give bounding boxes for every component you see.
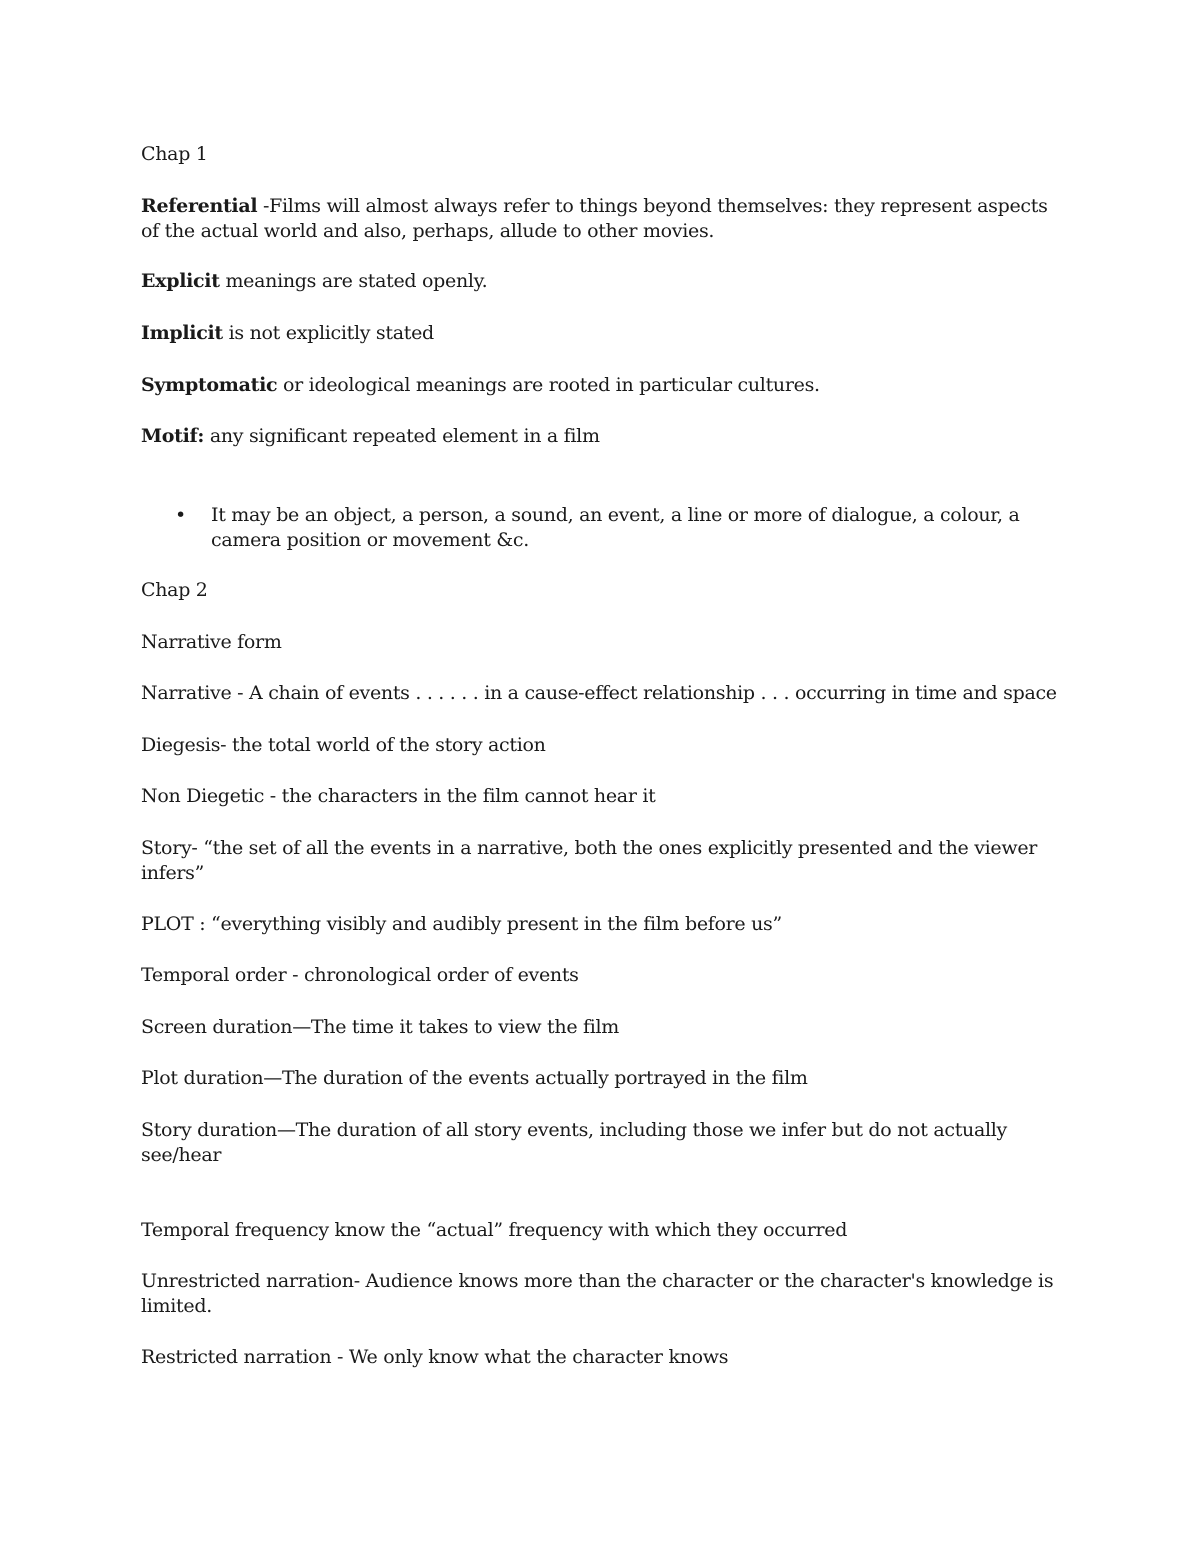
narrative-definition: Narrative - A chain of events . . . . . . in a cause-effect relationship . . . occurring in time and space bbox=[141, 682, 1057, 704]
symptomatic-text: or ideological meanings are rooted in particular cultures. bbox=[277, 374, 820, 396]
chap1-heading: Chap 1 bbox=[141, 143, 208, 165]
temporal-order-definition: Temporal order - chronological order of events bbox=[141, 964, 579, 986]
implicit-text: is not explicitly stated bbox=[222, 322, 434, 344]
explicit-text: meanings are stated openly. bbox=[219, 270, 488, 292]
restricted-narration-definition: Restricted narration - We only know what the character knows bbox=[141, 1346, 729, 1368]
symptomatic-definition bbox=[141, 373, 1071, 398]
implicit-definition bbox=[141, 321, 1071, 346]
symptomatic-term: Symptomatic bbox=[141, 374, 278, 396]
plot-duration-definition: Plot duration—The duration of the events actually portrayed in the film bbox=[141, 1067, 808, 1089]
motif-bullet-item bbox=[175, 503, 1051, 552]
chap2-heading: Chap 2 bbox=[141, 579, 208, 601]
implicit-term: Implicit bbox=[141, 322, 223, 344]
plot-definition: PLOT : “everything visibly and audibly present in the film before us” bbox=[141, 913, 782, 935]
motif-term: Motif: bbox=[141, 425, 205, 447]
referential-text: -Films will almost always refer to things beyond themselves: they represent aspects of the actual world and also, perhaps, allude to other movies. bbox=[141, 195, 1048, 242]
story-duration-definition: Story duration—The duration of all story events, including those we infer but do not actually see/hear bbox=[141, 1119, 1007, 1166]
narrative-form-heading: Narrative form bbox=[141, 631, 282, 653]
temporal-frequency-definition: Temporal frequency know the “actual” frequency with which they occurred bbox=[141, 1219, 848, 1241]
story-definition: Story- “the set of all the events in a narrative, both the ones explicitly presented and the viewer infers” bbox=[141, 837, 1038, 884]
referential-definition bbox=[141, 194, 1071, 243]
motif-definition bbox=[141, 424, 1071, 449]
bullet-dot-icon: • bbox=[175, 504, 186, 526]
explicit-definition bbox=[141, 269, 1071, 294]
non-diegetic-definition: Non Diegetic - the characters in the film cannot hear it bbox=[141, 785, 656, 807]
referential-term: Referential bbox=[141, 195, 258, 217]
diegesis-definition: Diegesis- the total world of the story action bbox=[141, 734, 546, 756]
motif-bullet-text: It may be an object, a person, a sound, an event, a line or more of dialogue, a colour, a camera position or movement &c. bbox=[211, 504, 1020, 551]
motif-text: any significant repeated element in a film bbox=[204, 425, 600, 447]
unrestricted-narration-definition: Unrestricted narration- Audience knows more than the character or the character's knowledge is limited. bbox=[141, 1270, 1054, 1317]
explicit-term: Explicit bbox=[141, 270, 220, 292]
screen-duration-definition: Screen duration—The time it takes to view the film bbox=[141, 1016, 619, 1038]
